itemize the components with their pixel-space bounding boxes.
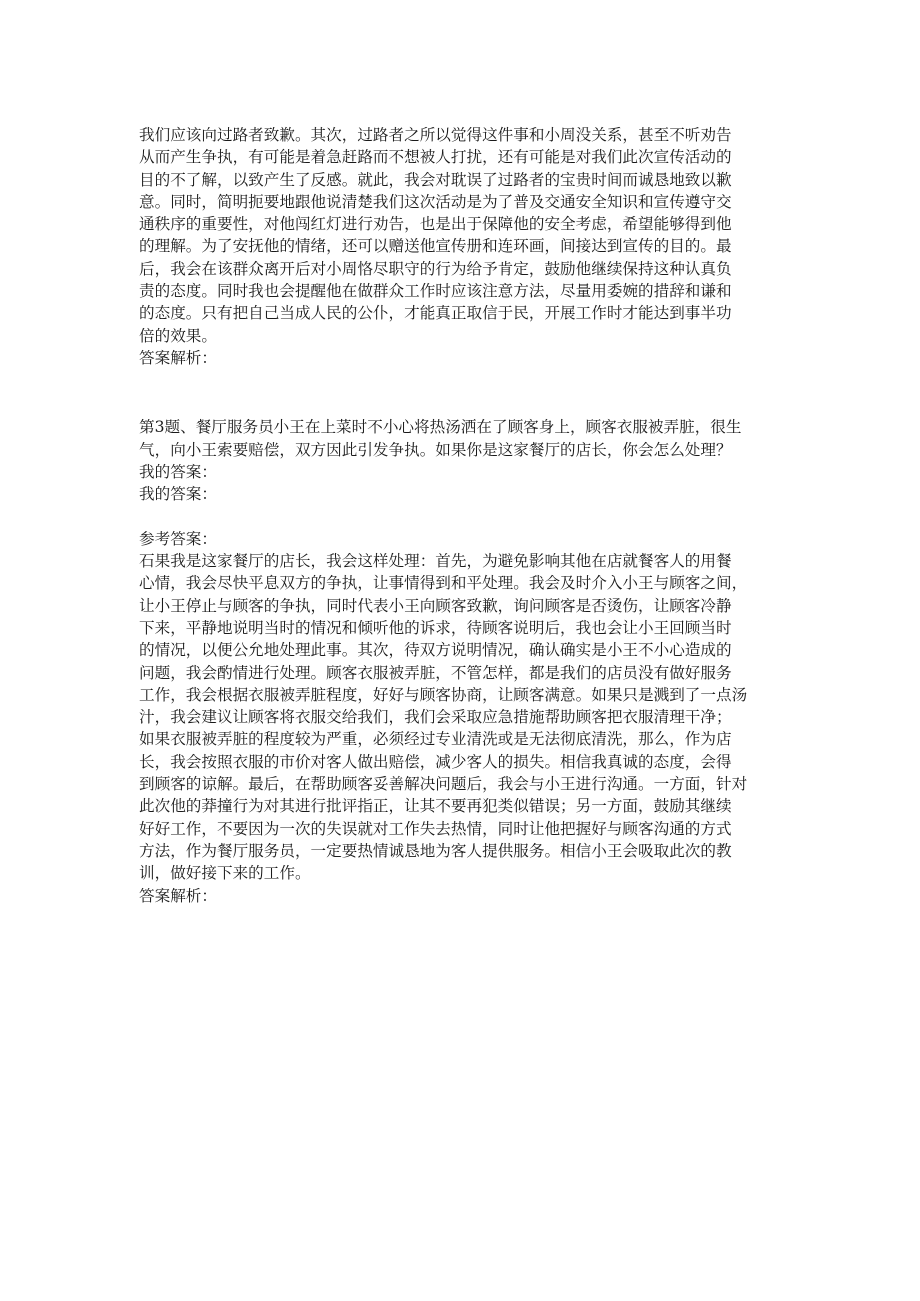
text-line: 的理解。为了安抚他的情绪，还可以赠送他宣传册和连环画，间接达到宣传的目的。最 [139, 237, 732, 256]
spacer [139, 505, 787, 527]
text-line: 问题，我会酌情进行处理。顾客衣服被弄脏，不管怎样，都是我们的店员没有做好服务 [139, 663, 732, 682]
text-line: 目的不了解，以致产生了反感。就此，我会对耽误了过路者的宝贵时间而诚恳地致以歉 [139, 170, 732, 189]
question-3 [139, 416, 787, 461]
text-line: 通秩序的重要性，对他闯红灯进行劝告，也是出于保障他的安全考虑，希望能够得到他 [139, 215, 732, 234]
text-line: 责的态度。同时我也会提醒他在做群众工作时应该注意方法，尽量用委婉的措辞和谦和 [139, 282, 732, 301]
text-line: 到顾客的谅解。最后，在帮助顾客妥善解决问题后，我会与小王进行沟通。一方面，针对 [139, 775, 748, 794]
reference-answer-label: 参考答案： [139, 529, 217, 548]
answer-analysis-label: 答案解析： [139, 886, 217, 905]
question-text-line: 第3题、餐厅服务员小王在上菜时不小心将热汤洒在了顾客身上，顾客衣服被弄脏，很生 [139, 418, 742, 437]
text-line: 训，做好接下来的工作。 [139, 864, 311, 883]
question-text-line: 气，向小王索要赔偿，双方因此引发争执。如果你是这家餐厅的店长，你会怎么处理？ [139, 440, 732, 459]
text-line: 工作，我会根据衣服被弄脏程度，好好与顾客协商，让顾客满意。如果只是溅到了一点汤 [139, 685, 748, 704]
document-body [139, 124, 787, 907]
my-answer-label: 我的答案： [139, 462, 217, 481]
text-line: 下来，平静地说明当时的情况和倾听他的诉求，待顾客说明后，我也会让小王回顾当时 [139, 618, 732, 637]
text-line: 让小王停止与顾客的争执，同时代表小王向顾客致歉，询问顾客是否烫伤，让顾客冷静 [139, 596, 732, 615]
text-line: 心情，我会尽快平息双方的争执，让事情得到和平处理。我会及时介入小王与顾客之间， [139, 574, 748, 593]
answer-analysis-label: 答案解析： [139, 348, 217, 367]
text-line: 的情况，以便公允地处理此事。其次，待双方说明情况，确认确实是小王不小心造成的 [139, 641, 732, 660]
previous-answer-paragraph [139, 124, 787, 347]
text-line: 石果我是这家餐厅的店长，我会这样处理：首先，为避免影响其他在店就餐客人的用餐 [139, 552, 732, 571]
spacer [139, 369, 787, 416]
text-line: 后，我会在该群众离开后对小周恪尽职守的行为给予肯定，鼓励他继续保持这种认真负 [139, 259, 732, 278]
text-line: 意。同时，简明扼要地跟他说清楚我们这次活动是为了普及交通安全知识和宣传遵守交 [139, 192, 732, 211]
text-line: 方法，作为餐厅服务员，一定要热情诚恳地为客人提供服务。相信小王会吸取此次的教 [139, 841, 732, 860]
text-line: 的态度。只有把自己当成人民的公仆，才能真正取信于民，开展工作时才能达到事半功 [139, 304, 732, 323]
my-answer-label: 我的答案： [139, 485, 217, 504]
reference-answer-paragraph [139, 550, 787, 884]
text-line: 汁，我会建议让顾客将衣服交给我们，我们会采取应急措施帮助顾客把衣服清理干净； [139, 708, 732, 727]
text-line: 我们应该向过路者致歉。其次，过路者之所以觉得这件事和小周没关系，甚至不听劝告 [139, 126, 732, 144]
text-line: 如果衣服被弄脏的程度较为严重，必须经过专业清洗或是无法彻底清洗，那么，作为店 [139, 730, 732, 749]
text-line: 倍的效果。 [139, 326, 217, 345]
text-line: 好好工作，不要因为一次的失误就对工作失去热情，同时让他把握好与顾客沟通的方式 [139, 819, 732, 838]
text-line: 长，我会按照衣服的市价对客人做出赔偿，减少客人的损失。相信我真诚的态度，会得 [139, 752, 732, 771]
text-line: 此次他的莽撞行为对其进行批评指正，让其不要再犯类似错误；另一方面，鼓励其继续 [139, 797, 732, 816]
text-line: 从而产生争执，有可能是着急赶路而不想被人打扰，还有可能是对我们此次宣传活动的 [139, 148, 732, 167]
